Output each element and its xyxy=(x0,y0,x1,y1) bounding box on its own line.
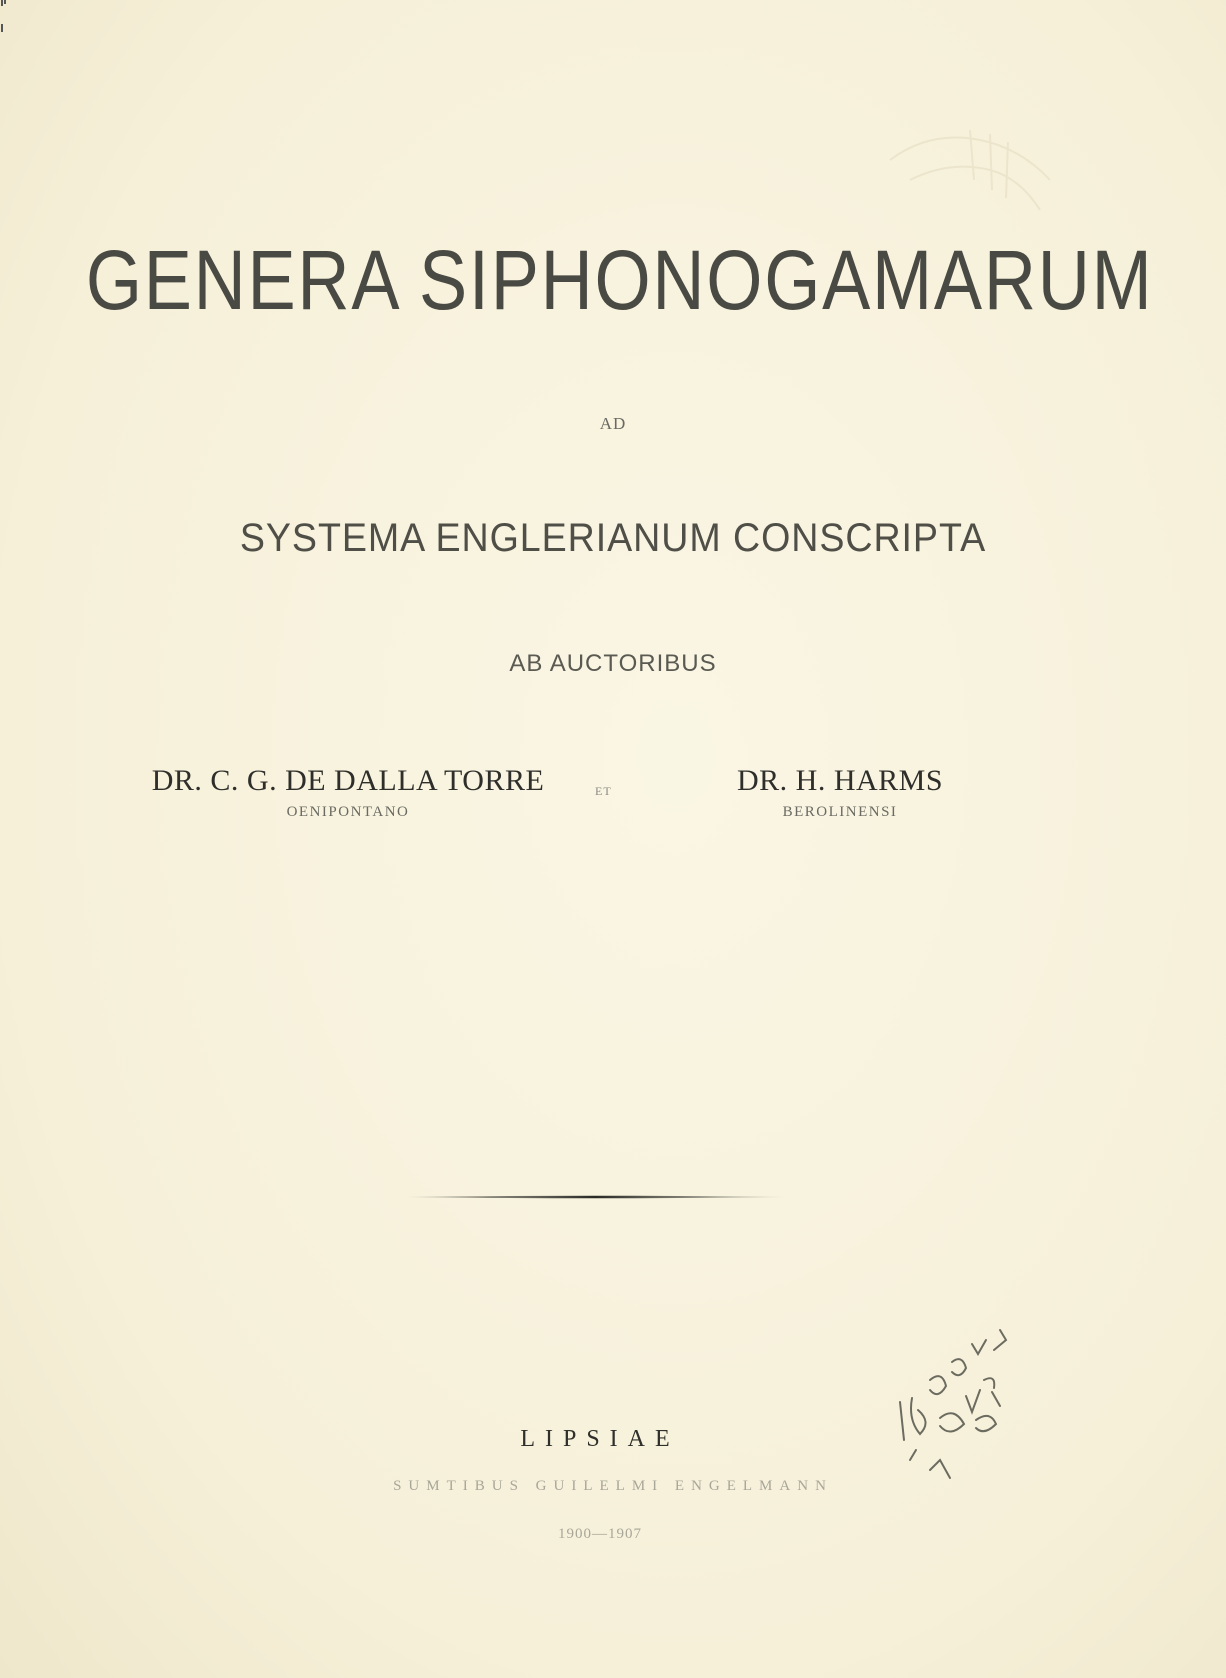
author-2 xyxy=(720,764,960,821)
publisher-line: SUMTIBUS GUILELMI ENGELMANN xyxy=(393,1478,833,1494)
author-2-name-line xyxy=(720,764,960,798)
document-subtitle: SYSTEMA ENGLERIANUM CONSCRIPTA xyxy=(239,516,987,560)
conjunction-et: ET xyxy=(595,784,612,798)
edge-marks xyxy=(0,0,8,40)
author-1-place: OENIPONTANO xyxy=(286,804,410,820)
publication-years: 1900—1907 xyxy=(558,1526,642,1542)
author-2-prefix: DR. xyxy=(736,764,788,797)
author-1-name: C. G. DE DALLA TORRE xyxy=(210,764,545,797)
author-1-prefix: DR. xyxy=(151,764,203,797)
author-1 xyxy=(98,764,598,821)
library-stamp xyxy=(880,1310,1040,1490)
ad-connector: AD xyxy=(599,414,627,433)
decorative-rule xyxy=(405,1195,785,1199)
author-2-name: H. HARMS xyxy=(795,764,944,797)
authors-intro: AB AUCTORIBUS xyxy=(509,650,717,677)
author-2-place: BEROLINENSI xyxy=(782,804,898,820)
publication-city: LIPSIAE xyxy=(520,1426,680,1452)
document-title: GENERA SIPHONOGAMARUM xyxy=(85,233,1154,327)
author-1-name-line xyxy=(98,764,598,798)
